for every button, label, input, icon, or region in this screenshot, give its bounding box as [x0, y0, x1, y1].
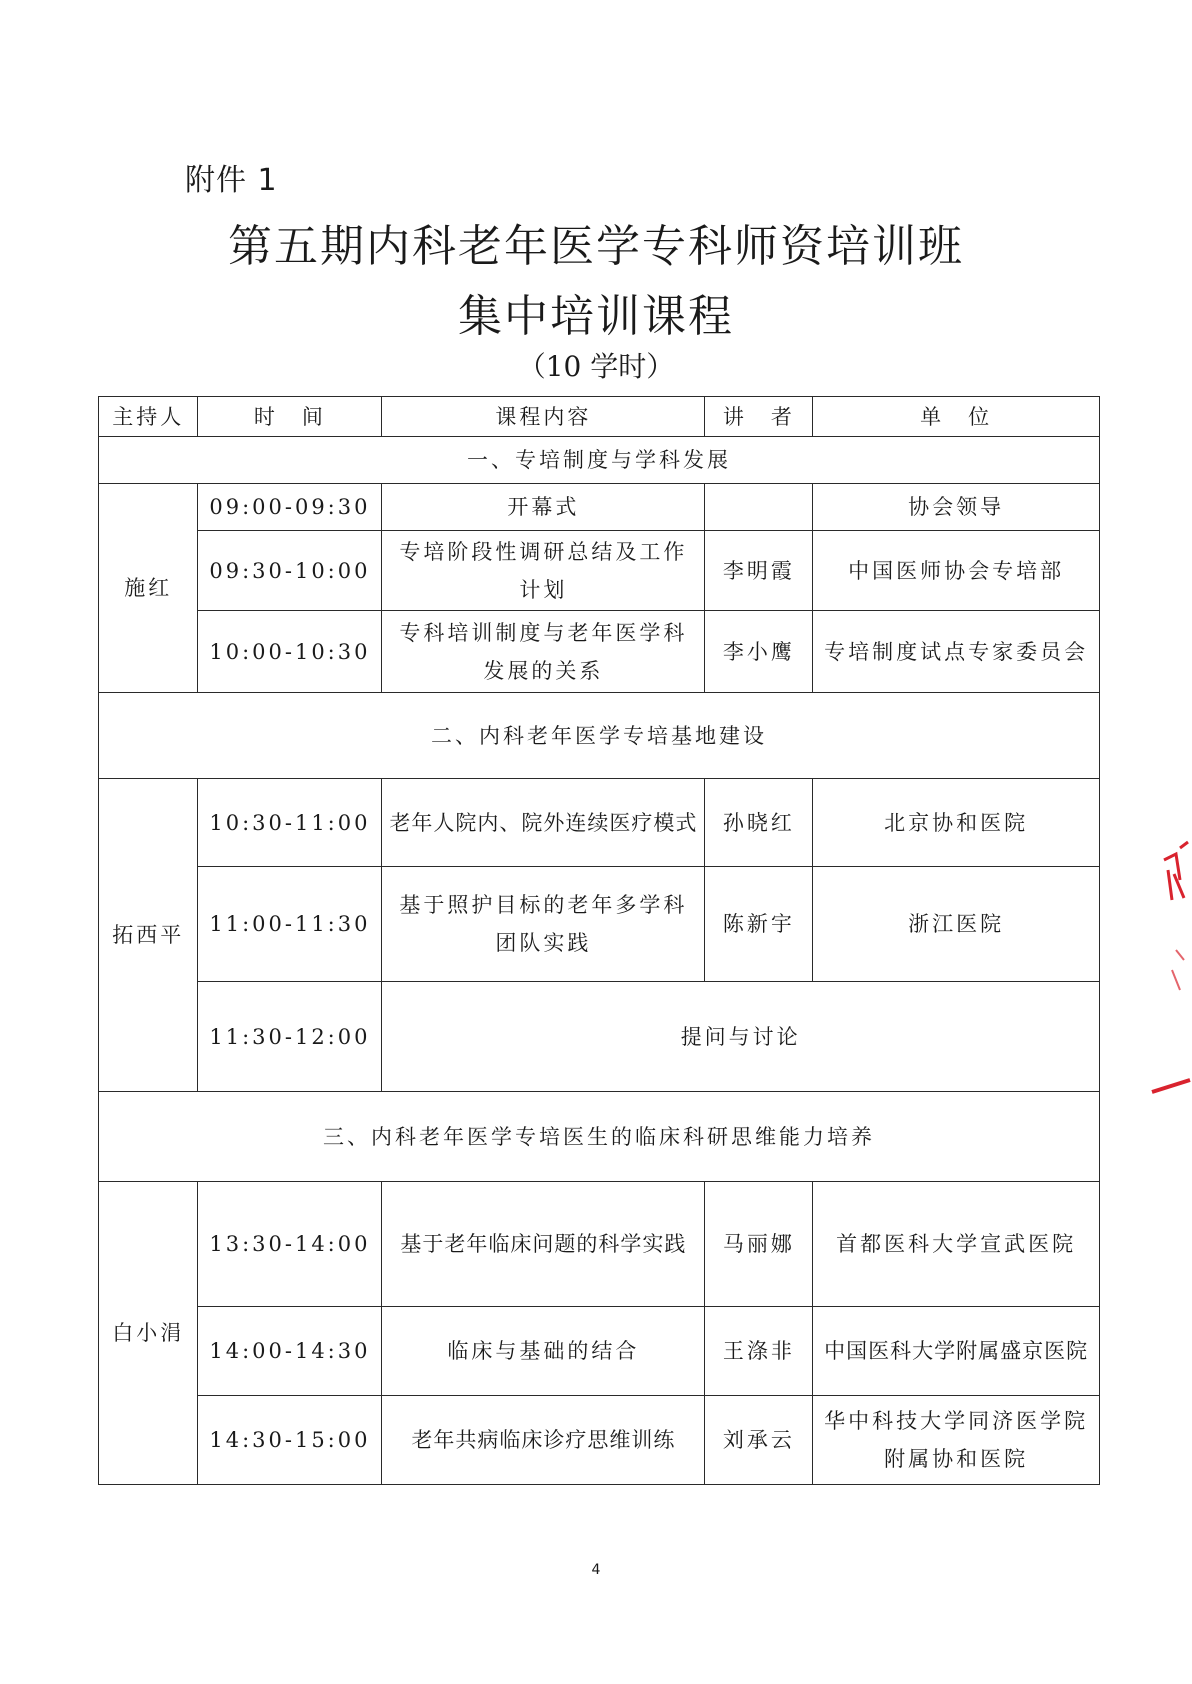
speaker-cell: 王涤非 [705, 1307, 813, 1396]
unit-cell: 中国医科大学附属盛京医院 [813, 1307, 1100, 1396]
header-host: 主持人 [99, 397, 198, 437]
speaker-cell: 李小鹰 [705, 611, 813, 693]
content-cell: 提问与讨论 [382, 982, 1100, 1092]
section-title: 一、专培制度与学科发展 [99, 437, 1100, 484]
time-cell: 10:30-11:00 [198, 779, 382, 867]
header-unit: 单 位 [813, 397, 1100, 437]
document-title: 第五期内科老年医学专科师资培训班 [228, 221, 964, 272]
page-number: 4 [591, 1562, 601, 1578]
content-cell: 老年人院内、院外连续医疗模式 [382, 779, 705, 867]
host-cell: 拓西平 [99, 779, 198, 1092]
time-cell: 14:00-14:30 [198, 1307, 382, 1396]
time-cell: 11:30-12:00 [198, 982, 382, 1092]
attachment-label: 附件 1 [185, 163, 278, 198]
table-row [99, 531, 1100, 611]
time-cell: 11:00-11:30 [198, 867, 382, 982]
unit-cell: 浙江医院 [813, 867, 1100, 982]
unit-cell: 华中科技大学同济医学院附属协和医院 [813, 1396, 1100, 1485]
table-row [99, 1307, 1100, 1396]
speaker-cell: 马丽娜 [705, 1182, 813, 1307]
table-row [99, 779, 1100, 867]
table-row [99, 484, 1100, 531]
section-heading-row [99, 693, 1100, 779]
host-cell: 施红 [99, 484, 198, 693]
unit-cell: 协会领导 [813, 484, 1100, 531]
time-cell: 13:30-14:00 [198, 1182, 382, 1307]
content-cell: 专培阶段性调研总结及工作计划 [382, 531, 705, 611]
header-row [99, 397, 1100, 437]
red-seal-stamp [1150, 840, 1192, 1110]
content-cell: 基于老年临床问题的科学实践 [382, 1182, 705, 1307]
content-cell: 基于照护目标的老年多学科团队实践 [382, 867, 705, 982]
speaker-cell: 李明霞 [705, 531, 813, 611]
table-row [99, 1182, 1100, 1307]
time-cell: 14:30-15:00 [198, 1396, 382, 1485]
unit-cell: 专培制度试点专家委员会 [813, 611, 1100, 693]
unit-cell: 首都医科大学宣武医院 [813, 1182, 1100, 1307]
content-cell: 专科培训制度与老年医学科发展的关系 [382, 611, 705, 693]
header-time: 时 间 [198, 397, 382, 437]
schedule-table [98, 396, 1100, 1485]
document-subtitle: 集中培训课程 [458, 291, 734, 342]
time-cell: 10:00-10:30 [198, 611, 382, 693]
section-title: 二、内科老年医学专培基地建设 [99, 693, 1100, 779]
speaker-cell [705, 484, 813, 531]
content-cell: 老年共病临床诊疗思维训练 [382, 1396, 705, 1485]
table-row [99, 867, 1100, 982]
header-speaker: 讲 者 [705, 397, 813, 437]
unit-cell: 北京协和医院 [813, 779, 1100, 867]
content-cell: 临床与基础的结合 [382, 1307, 705, 1396]
speaker-cell: 刘承云 [705, 1396, 813, 1485]
credit-hours: （10 学时） [517, 350, 675, 383]
time-cell: 09:30-10:00 [198, 531, 382, 611]
content-cell: 开幕式 [382, 484, 705, 531]
speaker-cell: 孙晓红 [705, 779, 813, 867]
header-content: 课程内容 [382, 397, 705, 437]
section-title: 三、内科老年医学专培医生的临床科研思维能力培养 [99, 1092, 1100, 1182]
table-row [99, 611, 1100, 693]
speaker-cell: 陈新宇 [705, 867, 813, 982]
table-row [99, 982, 1100, 1092]
section-heading-row [99, 437, 1100, 484]
time-cell: 09:00-09:30 [198, 484, 382, 531]
section-heading-row [99, 1092, 1100, 1182]
unit-cell: 中国医师协会专培部 [813, 531, 1100, 611]
host-cell: 白小涓 [99, 1182, 198, 1485]
table-row [99, 1396, 1100, 1485]
